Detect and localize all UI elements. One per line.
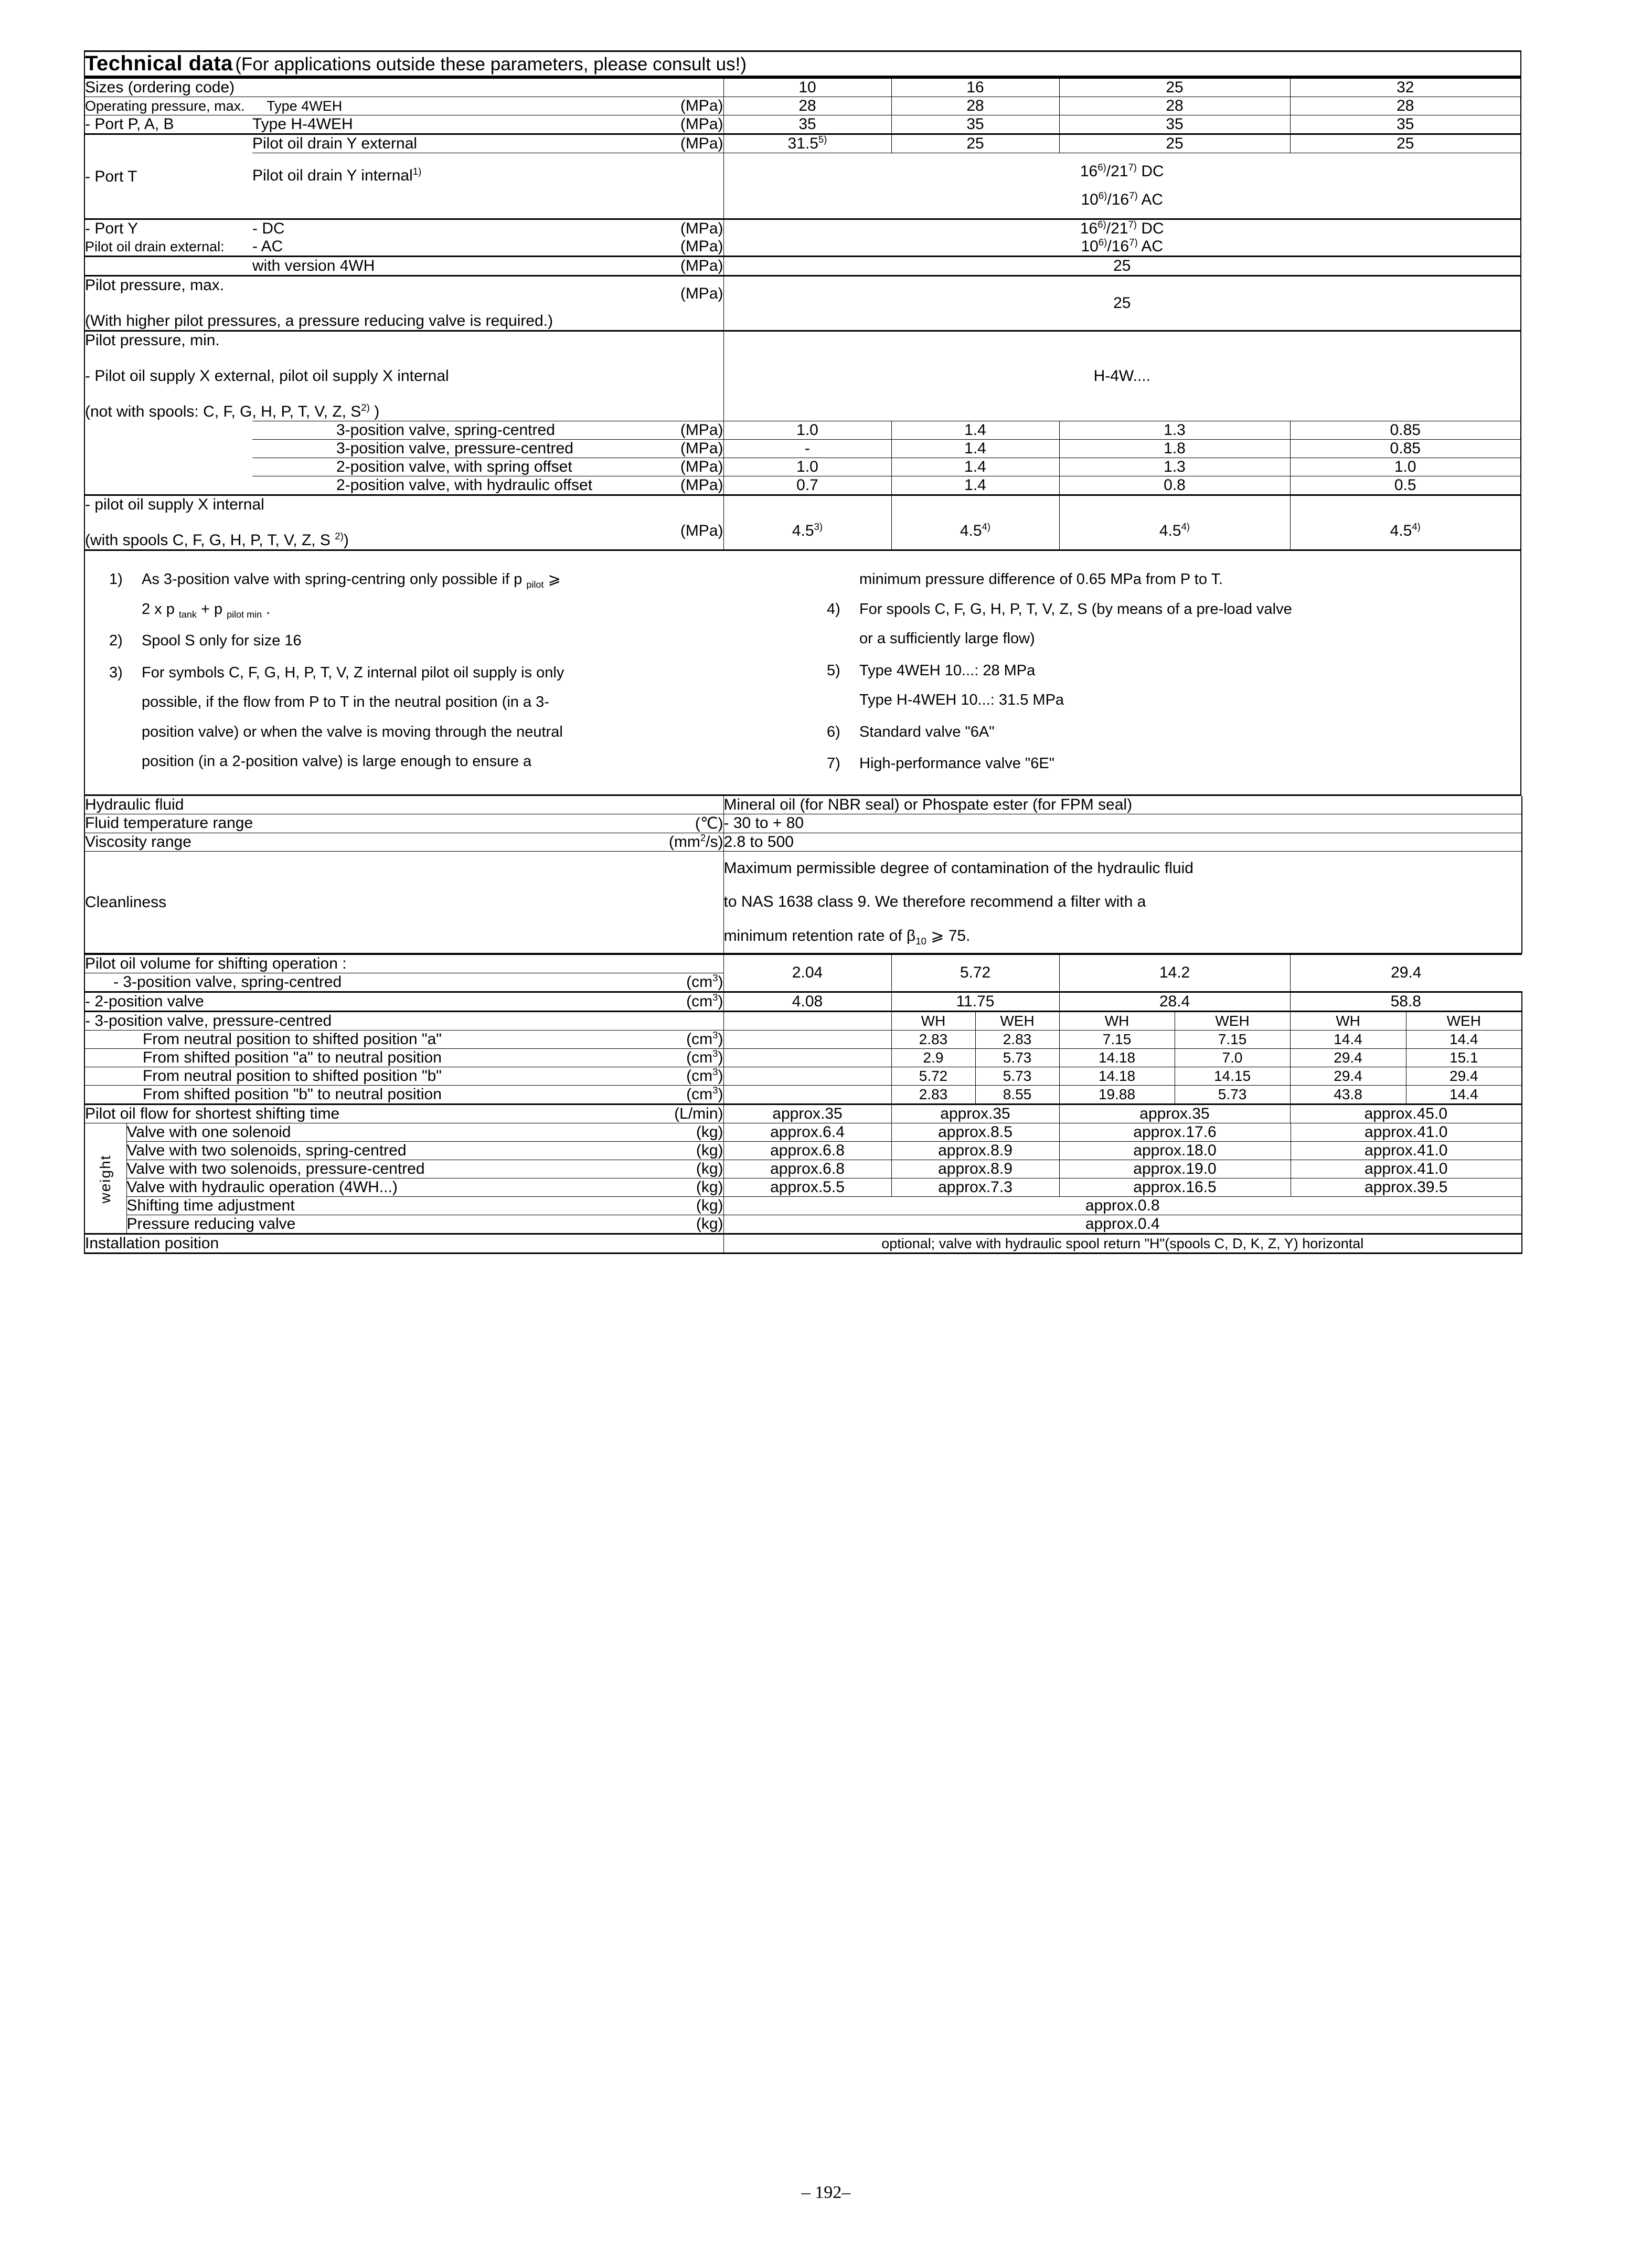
- weight-vertical-label: weight: [84, 1123, 126, 1234]
- pressure-reducing-valve-value: approx.0.4: [723, 1215, 1522, 1234]
- 3pos-pressure-value-25: 1.8: [1059, 440, 1290, 458]
- neutral-to-a-v6: 14.4: [1406, 1031, 1522, 1049]
- pilot-flow-value-10: approx.35: [723, 1104, 891, 1123]
- table-row-pilot-flow: [84, 1104, 1522, 1123]
- port-t-internal-ac: 10$^{6)}$/16$^{7)}$ AC: [1081, 190, 1164, 208]
- x-internal-unit: (MPa): [588, 495, 723, 550]
- 3pos-pressure-value-32: 0.85: [1290, 440, 1521, 458]
- pilot-pressure-min-text: Pilot pressure, min.: [85, 332, 220, 349]
- table-row-installation-position: [84, 1234, 1522, 1254]
- operating-pressure-text: Operating pressure, max.: [85, 98, 245, 114]
- footnote-item: [109, 658, 787, 777]
- a-to-neutral-v1: 2.9: [891, 1049, 975, 1067]
- port-y-ac-label: - AC: [252, 238, 588, 257]
- operating-pressure-type: Type 4WEH: [267, 98, 343, 114]
- page-title: Technical data: [85, 52, 233, 75]
- 2pos-volume-unit: $(cm^3)$: [557, 992, 723, 1012]
- pilot-pressure-min-line2: - Pilot oil supply X external, pilot oil supply X internal: [85, 367, 449, 385]
- 3pos-spring-volume-value-32: 29.4: [1290, 954, 1522, 992]
- x-internal-label: [84, 495, 588, 550]
- neutral-to-b-v1: 5.72: [891, 1067, 975, 1086]
- footnote-item: [827, 717, 1505, 747]
- neutral-to-a-label: From neutral position to shifted position "a": [84, 1031, 557, 1049]
- 3pos-spring-value-10: 1.0: [723, 421, 891, 440]
- neutral-to-a-unit: $(cm^3)$: [557, 1031, 723, 1049]
- table-row-port-y-ac: [84, 238, 1521, 257]
- pilot-flow-value-25: approx.35: [1059, 1104, 1290, 1123]
- b-to-neutral-v5: 43.8: [1290, 1086, 1406, 1104]
- b-to-neutral-label: From shifted position "b" to neutral position: [84, 1086, 557, 1104]
- table-row-neutral-to-a: [84, 1031, 1522, 1049]
- title-table: [84, 50, 1521, 77]
- footnote-item: [827, 749, 1505, 779]
- footnote-continuation: minimum pressure difference of 0.65 MPa from P to T.: [859, 571, 1223, 588]
- table-row-shifting-time-adjustment: [84, 1197, 1522, 1215]
- weight-two-spring-v16: approx.8.9: [891, 1142, 1059, 1160]
- footnote-number: 2): [109, 632, 123, 650]
- footnote-marker: 1): [412, 166, 422, 177]
- hydraulic-fluid-label: Hydraulic fluid: [84, 796, 557, 814]
- footnote-text: As 3-position valve with spring-centring only possible if p $_{pilot}$ ⩾ 2 x p $_{tank}$ + p $_{pilot min}$ .: [142, 571, 561, 620]
- neutral-to-b-label: From neutral position to shifted position "b": [84, 1067, 557, 1086]
- table-row-b-to-neutral: [84, 1086, 1522, 1104]
- neutral-to-b-blank-10: [723, 1067, 891, 1086]
- footnotes-right-column: [803, 551, 1520, 794]
- table-row-operating-pressure: [84, 97, 1521, 115]
- operating-pressure-value-16: 28: [891, 97, 1059, 115]
- a-to-neutral-v5: 29.4: [1290, 1049, 1406, 1067]
- footnotes-table: [84, 551, 1521, 796]
- weight-two-pressure-label: Valve with two solenoids, pressure-centred: [126, 1160, 557, 1178]
- weight-hydraulic-v25: approx.16.5: [1059, 1178, 1291, 1197]
- weight-two-pressure-v16: approx.8.9: [891, 1160, 1059, 1178]
- cleanliness-value: [723, 851, 1522, 953]
- 3pos-spring-volume-label: - 3-position valve, spring-centred: [84, 973, 557, 992]
- pilot-pressure-min-merged-value: H-4W....: [723, 331, 1521, 421]
- sizes-value-32: 32: [1290, 78, 1521, 97]
- x-internal-line1: - pilot oil supply X internal: [85, 496, 264, 513]
- 3pos-pressure-unit: (MPa): [588, 440, 723, 458]
- sizes-value-10: 10: [723, 78, 891, 97]
- port-y-ac-value: 10$^{6)}$/16$^{7)}$ AC: [723, 238, 1521, 257]
- 3pos-pressure-volume-unit-blank: [557, 1012, 723, 1031]
- x-internal-value-16: 4.5$^{4)}$: [891, 495, 1059, 550]
- table-row-sizes: [84, 78, 1521, 97]
- footnote-marker: 2): [335, 530, 344, 541]
- weight-two-spring-unit: (kg): [557, 1142, 723, 1160]
- a-to-neutral-unit: $(cm^3)$: [557, 1049, 723, 1067]
- table-row-pressure-reducing-valve: [84, 1215, 1522, 1234]
- a-to-neutral-v4: 7.0: [1175, 1049, 1290, 1067]
- neutral-to-a-v5: 14.4: [1290, 1031, 1406, 1049]
- weight-one-solenoid-label: Valve with one solenoid: [126, 1123, 557, 1142]
- footnote-number: 6): [827, 723, 840, 740]
- subheader-wh-32: WH: [1290, 1012, 1406, 1031]
- subheader-blank-10: [723, 1012, 891, 1031]
- operating-pressure-value-10: 28: [723, 97, 891, 115]
- pilot-pressure-max-label: [84, 276, 588, 331]
- 2pos-spring-label: 2-position valve, with spring offset: [252, 458, 588, 476]
- page-number: – 192–: [801, 2183, 851, 2202]
- weight-hydraulic-v32: approx.39.5: [1291, 1178, 1522, 1197]
- viscosity-unit: $(mm^2/s)$: [557, 833, 723, 851]
- 2pos-spring-value-16: 1.4: [891, 458, 1059, 476]
- b-to-neutral-v3: 19.88: [1059, 1086, 1175, 1104]
- neutral-to-b-v2: 5.73: [975, 1067, 1059, 1086]
- fluid-temperature-unit: (℃): [557, 814, 723, 833]
- technical-data-sheet: [84, 50, 1521, 1254]
- port-t-internal-merged-value: [723, 153, 1521, 219]
- footnote-number: 5): [827, 662, 840, 679]
- shifting-time-adjustment-value: approx.0.8: [723, 1197, 1522, 1215]
- subheader-weh-32: WEH: [1406, 1012, 1522, 1031]
- 2pos-spring-blank: [84, 458, 252, 476]
- pilot-volume-table: [84, 953, 1522, 1123]
- subheader-weh-16: WEH: [975, 1012, 1059, 1031]
- weight-two-pressure-v10: approx.6.8: [723, 1160, 891, 1178]
- table-row-cleanliness: [84, 851, 1522, 953]
- weight-one-solenoid-unit: (kg): [557, 1123, 723, 1142]
- table-row-3pos-spring: [84, 421, 1521, 440]
- table-row-x-internal: [84, 495, 1521, 550]
- a-to-neutral-v6: 15.1: [1406, 1049, 1522, 1067]
- table-row-fluid-temperature: [84, 814, 1522, 833]
- port-t-internal-dc: 16$^{6)}$/21$^{7)}$ DC: [1080, 162, 1164, 180]
- fluid-temperature-label: Fluid temperature range: [84, 814, 557, 833]
- port-t-internal-label: Pilot oil drain Y internal$^{1)}$: [252, 153, 588, 219]
- table-row-a-to-neutral: [84, 1049, 1522, 1067]
- neutral-to-b-v4: 14.15: [1175, 1067, 1290, 1086]
- viscosity-value: 2.8 to 500: [723, 833, 1522, 851]
- weight-two-pressure-v25: approx.19.0: [1059, 1160, 1291, 1178]
- a-to-neutral-blank-10: [723, 1049, 891, 1067]
- x-internal-line2: (with spools C, F, G, H, P, T, V, Z, S $^{2)}$): [85, 530, 349, 549]
- footnote-number: 7): [827, 755, 840, 772]
- operating-pressure-unit: (MPa): [588, 97, 723, 115]
- neutral-to-b-v5: 29.4: [1290, 1067, 1406, 1086]
- table-row-pilot-volume-header: [84, 954, 1522, 973]
- port-t-external-value-25: 25: [1059, 134, 1290, 153]
- operating-pressure-label: [84, 97, 588, 115]
- 3pos-spring-value-32: 0.85: [1290, 421, 1521, 440]
- 3pos-spring-label: 3-position valve, spring-centred: [252, 421, 588, 440]
- weight-one-solenoid-v16: approx.8.5: [891, 1123, 1059, 1142]
- 2pos-volume-value-25: 28.4: [1059, 992, 1290, 1012]
- neutral-to-b-v3: 14.18: [1059, 1067, 1175, 1086]
- pilot-pressure-max-note: (With higher pilot pressures, a pressure reducing valve is required.): [85, 312, 553, 330]
- b-to-neutral-v6: 14.4: [1406, 1086, 1522, 1104]
- port-y-dc-value: 16$^{6)}$/21$^{7)}$ DC: [723, 219, 1521, 238]
- footnote-item: [109, 565, 787, 624]
- 2pos-hydraulic-value-25: 0.8: [1059, 476, 1290, 495]
- table-row-2pos-hydraulic: [84, 476, 1521, 495]
- 2pos-hydraulic-unit: (MPa): [588, 476, 723, 495]
- pilot-volume-header-label: Pilot oil volume for shifting operation :: [84, 954, 557, 973]
- viscosity-label: Viscosity range: [84, 833, 557, 851]
- b-to-neutral-v2: 8.55: [975, 1086, 1059, 1104]
- 2pos-spring-value-25: 1.3: [1059, 458, 1290, 476]
- version-4wh-blank: [84, 257, 252, 276]
- footnote-text: For symbols C, F, G, H, P, T, V, Z internal pilot oil supply is only possible, if the flow from P to T in the neutral position (in a 3- position valve) or when the valve is moving through the neutral position (in a 2-position valve) is large enough to ensure a: [142, 664, 564, 770]
- a-to-neutral-label: From shifted position "a" to neutral position: [84, 1049, 557, 1067]
- 3pos-pressure-volume-label: - 3-position valve, pressure-centred: [84, 1012, 557, 1031]
- 2pos-volume-value-16: 11.75: [891, 992, 1059, 1012]
- table-row-weight-two-spring: [84, 1142, 1522, 1160]
- b-to-neutral-v1: 2.83: [891, 1086, 975, 1104]
- 2pos-volume-value-32: 58.8: [1290, 992, 1522, 1012]
- neutral-to-b-v6: 29.4: [1406, 1067, 1522, 1086]
- operating-pressure-value-32: 28: [1290, 97, 1521, 115]
- table-row-port-t-internal: [84, 153, 1521, 219]
- neutral-to-b-unit: $(cm^3)$: [557, 1067, 723, 1086]
- weight-one-solenoid-v10: approx.6.4: [723, 1123, 891, 1142]
- pilot-pressure-min-line3: (not with spools: C, F, G, H, P, T, V, Z, $S^{2)}$ ): [85, 402, 380, 420]
- sizes-value-16: 16: [891, 78, 1059, 97]
- 2pos-hydraulic-value-16: 1.4: [891, 476, 1059, 495]
- port-t-label: - Port T: [84, 134, 252, 219]
- x-internal-value-10: 4.5$^{3)}$: [723, 495, 891, 550]
- subheader-weh-25: WEH: [1175, 1012, 1290, 1031]
- weight-hydraulic-v10: approx.5.5: [723, 1178, 891, 1197]
- port-y-ac-unit: (MPa): [588, 238, 723, 257]
- b-to-neutral-v4: 5.73: [1175, 1086, 1290, 1104]
- footnote-item: [827, 656, 1505, 715]
- table-row-port-pab: [84, 115, 1521, 134]
- footnote-marker: 2): [361, 402, 370, 413]
- footnote-item: [109, 626, 787, 656]
- 2pos-spring-value-10: 1.0: [723, 458, 891, 476]
- weight-hydraulic-v16: approx.7.3: [891, 1178, 1059, 1197]
- weight-two-spring-label: Valve with two solenoids, spring-centred: [126, 1142, 557, 1160]
- cleanliness-line2: to NAS 1638 class 9. We therefore recommend a filter with a: [723, 893, 1146, 911]
- table-row-3pos-pressure: [84, 440, 1521, 458]
- 3pos-spring-unit: (MPa): [588, 421, 723, 440]
- footnote-text: Type 4WEH 10...: 28 MPa Type H-4WEH 10...: 31.5 MPa: [859, 662, 1064, 709]
- pilot-flow-label: Pilot oil flow for shortest shifting time: [84, 1104, 557, 1123]
- table-row-port-t-external: [84, 134, 1521, 153]
- pilot-flow-unit: (L/min): [557, 1104, 723, 1123]
- pilot-pressure-min-label: [84, 331, 588, 421]
- neutral-to-a-v2: 2.83: [975, 1031, 1059, 1049]
- neutral-to-a-v3: 7.15: [1059, 1031, 1175, 1049]
- pilot-flow-value-16: approx.35: [891, 1104, 1059, 1123]
- port-t-external-unit: (MPa): [588, 134, 723, 153]
- table-row-3pos-pressure-volume: [84, 1012, 1522, 1031]
- neutral-to-a-v1: 2.83: [891, 1031, 975, 1049]
- weight-two-pressure-unit: (kg): [557, 1160, 723, 1178]
- port-pab-value-10: 35: [723, 115, 891, 134]
- shifting-time-adjustment-label: Shifting time adjustment: [126, 1197, 557, 1215]
- version-4wh-label: with version 4WH: [252, 257, 588, 276]
- version-4wh-value: 25: [723, 257, 1521, 276]
- port-t-internal-unit-blank: [588, 153, 723, 219]
- hydraulic-fluid-value: Mineral oil (for NBR seal) or Phospate ester (for FPM seal): [723, 796, 1522, 814]
- pressure-reducing-valve-unit: (kg): [557, 1215, 723, 1234]
- 2pos-hydraulic-value-10: 0.7: [723, 476, 891, 495]
- cleanliness-line3: minimum retention rate of $\beta_{10}$ ⩾ 75.: [723, 927, 971, 947]
- weight-table: [84, 1123, 1522, 1254]
- footnote-number: 4): [827, 600, 840, 618]
- table-row-neutral-to-b: [84, 1067, 1522, 1086]
- port-t-external-value-32: 25: [1290, 134, 1521, 153]
- pilot-pressure-min-unit-blank: [588, 331, 723, 421]
- table-row-weight-hydraulic: [84, 1178, 1522, 1197]
- table-row-version-4wh: [84, 257, 1521, 276]
- 3pos-spring-volume-value-25: 14.2: [1059, 954, 1290, 992]
- weight-two-spring-v25: approx.18.0: [1059, 1142, 1291, 1160]
- 2pos-volume-value-10: 4.08: [723, 992, 891, 1012]
- table-row-weight-one-solenoid: [84, 1123, 1522, 1142]
- footnote-item: [827, 594, 1505, 654]
- pilot-pressure-max-text: Pilot pressure, max.: [85, 277, 225, 294]
- port-y-dc-label: - DC: [252, 219, 588, 238]
- weight-one-solenoid-v25: approx.17.6: [1059, 1123, 1291, 1142]
- footnote-number: 3): [109, 664, 123, 681]
- b-to-neutral-blank-10: [723, 1086, 891, 1104]
- port-pab-value-16: 35: [891, 115, 1059, 134]
- 2pos-volume-label: - 2-position valve: [84, 992, 557, 1012]
- port-y-dc-unit: (MPa): [588, 219, 723, 238]
- footnote-marker: 5): [818, 134, 827, 145]
- table-row-pilot-pressure-max: [84, 276, 1521, 331]
- subheader-wh-16: WH: [891, 1012, 975, 1031]
- b-to-neutral-unit: $(cm^3)$: [557, 1086, 723, 1104]
- cleanliness-line1: Maximum permissible degree of contamination of the hydraulic fluid: [723, 859, 1193, 877]
- port-y-label: - Port Y: [84, 219, 252, 238]
- shifting-time-adjustment-unit: (kg): [557, 1197, 723, 1215]
- 2pos-hydraulic-blank: [84, 476, 252, 495]
- pilot-flow-value-32: approx.45.0: [1290, 1104, 1522, 1123]
- fluid-table: [84, 796, 1522, 954]
- pressure-reducing-valve-label: Pressure reducing valve: [126, 1215, 557, 1234]
- main-spec-table: [84, 77, 1521, 551]
- version-4wh-unit: (MPa): [588, 257, 723, 276]
- neutral-to-a-v4: 7.15: [1175, 1031, 1290, 1049]
- cleanliness-unit-blank: [557, 851, 723, 953]
- footnote-number: 1): [109, 571, 123, 588]
- page-subtitle: (For applications outside these parameters, please consult us!): [235, 54, 747, 75]
- port-pab-value-25: 35: [1059, 115, 1290, 134]
- 3pos-spring-value-25: 1.3: [1059, 421, 1290, 440]
- port-pab-type: Type H-4WEH: [252, 115, 588, 134]
- 3pos-spring-volume-value-10: 2.04: [723, 954, 891, 992]
- neutral-to-a-blank-10: [723, 1031, 891, 1049]
- footnotes-cell: [84, 551, 1521, 795]
- 3pos-pressure-label: 3-position valve, pressure-centred: [252, 440, 588, 458]
- weight-two-spring-v10: approx.6.8: [723, 1142, 891, 1160]
- port-t-external-value-10: 31.5$^{5)}$: [723, 134, 891, 153]
- 3pos-spring-volume-value-16: 5.72: [891, 954, 1059, 992]
- weight-hydraulic-unit: (kg): [557, 1178, 723, 1197]
- 2pos-hydraulic-label: 2-position valve, with hydraulic offset: [252, 476, 588, 495]
- weight-two-spring-v32: approx.41.0: [1291, 1142, 1522, 1160]
- footnote-text: For spools C, F, G, H, P, T, V, Z, S (by means of a pre-load valve or a sufficiently large flow): [859, 600, 1292, 647]
- weight-two-pressure-v32: approx.41.0: [1291, 1160, 1522, 1178]
- port-pab-unit: (MPa): [588, 115, 723, 134]
- 3pos-pressure-value-10: -: [723, 440, 891, 458]
- 3pos-spring-volume-unit: $(cm^3)$: [557, 973, 723, 992]
- a-to-neutral-v3: 14.18: [1059, 1049, 1175, 1067]
- a-to-neutral-v2: 5.73: [975, 1049, 1059, 1067]
- installation-position-value: optional; valve with hydraulic spool return "H"(spools C, D, K, Z, Y) horizontal: [723, 1234, 1522, 1254]
- 2pos-spring-unit: (MPa): [588, 458, 723, 476]
- subheader-wh-25: WH: [1059, 1012, 1175, 1031]
- table-row-hydraulic-fluid: [84, 796, 1522, 814]
- x-internal-value-32: 4.5$^{4)}$: [1290, 495, 1521, 550]
- x-internal-value-25: 4.5$^{4)}$: [1059, 495, 1290, 550]
- footnote-text: High-performance valve "6E": [859, 755, 1054, 772]
- weight-one-solenoid-v32: approx.41.0: [1291, 1123, 1522, 1142]
- footnotes-left-column: [85, 551, 803, 794]
- table-row-pilot-pressure-min: [84, 331, 1521, 421]
- port-pab-label: - Port P, A, B: [84, 115, 252, 134]
- pilot-pressure-max-unit: (MPa): [588, 276, 723, 331]
- footnote-text: Standard valve "6A": [859, 723, 995, 740]
- 3pos-pressure-blank: [84, 440, 252, 458]
- 3pos-spring-blank: [84, 421, 252, 440]
- table-row-weight-two-pressure: [84, 1160, 1522, 1178]
- pilot-pressure-max-value: 25: [723, 276, 1521, 331]
- table-row-viscosity: [84, 833, 1522, 851]
- port-t-external-value-16: 25: [891, 134, 1059, 153]
- fluid-temperature-value: - 30 to + 80: [723, 814, 1522, 833]
- hydraulic-fluid-unit-blank: [557, 796, 723, 814]
- port-t-external-label: Pilot oil drain Y external: [252, 134, 588, 153]
- sizes-value-25: 25: [1059, 78, 1290, 97]
- port-pab-value-32: 35: [1290, 115, 1521, 134]
- title-cell: [84, 51, 1521, 77]
- pilot-volume-header-unit-blank: [557, 954, 723, 973]
- weight-hydraulic-label: Valve with hydraulic operation (4WH...): [126, 1178, 557, 1197]
- 2pos-spring-value-32: 1.0: [1290, 458, 1521, 476]
- sizes-label: Sizes (ordering code): [84, 78, 723, 97]
- table-row-2pos-volume: [84, 992, 1522, 1012]
- operating-pressure-value-25: 28: [1059, 97, 1290, 115]
- cleanliness-label: Cleanliness: [84, 851, 557, 953]
- table-row-port-y-dc: [84, 219, 1521, 238]
- table-row-2pos-spring: [84, 458, 1521, 476]
- 3pos-pressure-value-16: 1.4: [891, 440, 1059, 458]
- port-y-drain-label: Pilot oil drain external:: [84, 238, 252, 257]
- 3pos-spring-value-16: 1.4: [891, 421, 1059, 440]
- footnote-text: Spool S only for size 16: [142, 632, 302, 650]
- 2pos-hydraulic-value-32: 0.5: [1290, 476, 1521, 495]
- installation-position-label: Installation position: [84, 1234, 723, 1254]
